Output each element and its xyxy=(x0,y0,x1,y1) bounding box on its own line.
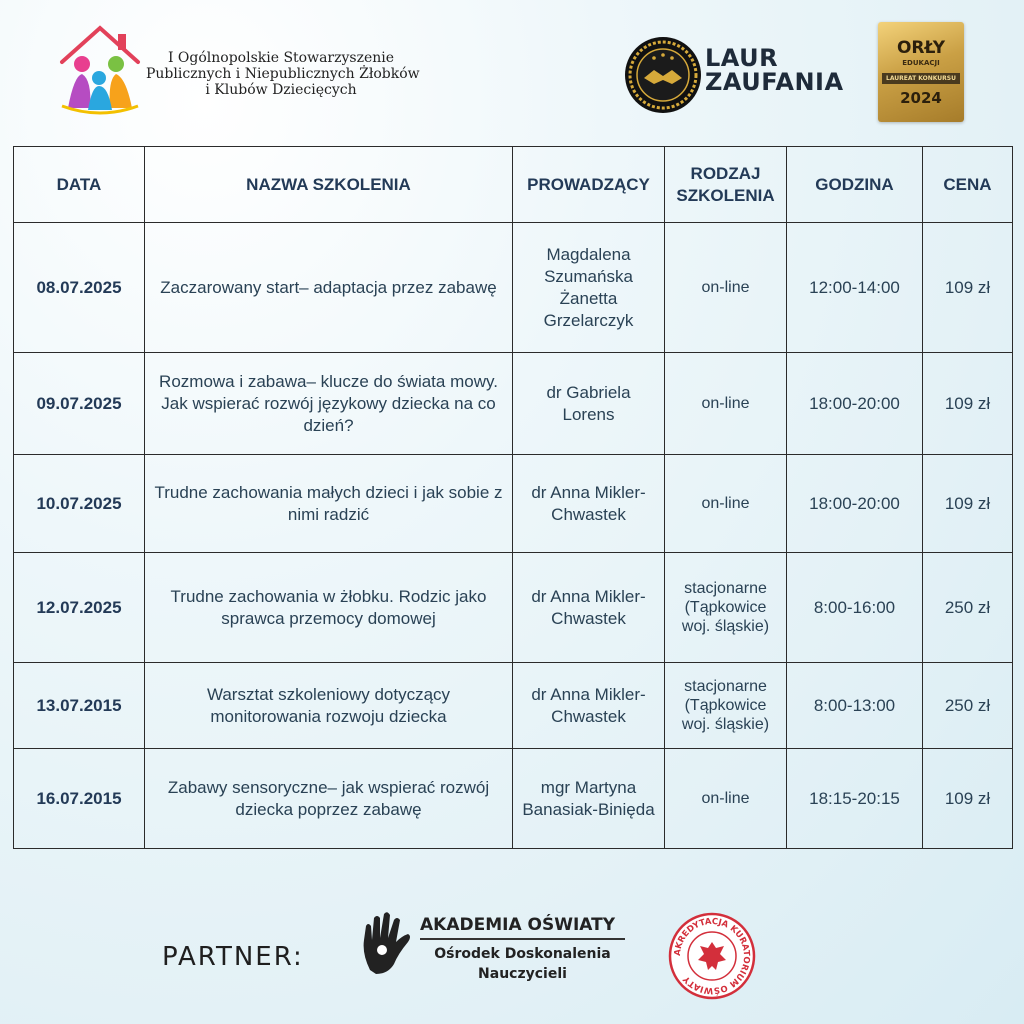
orly-strip: LAUREAT KONKURSU xyxy=(882,73,960,84)
training-schedule-table xyxy=(13,146,1013,849)
row-title: Trudne zachowania małych dzieci i jak sobie z nimi radzić xyxy=(145,455,513,553)
column-header-title: NAZWA SZKOLENIA xyxy=(145,147,513,223)
column-header-price: CENA xyxy=(923,147,1013,223)
column-header-trainer: PROWADZĄCY xyxy=(513,147,665,223)
row-trainer: mgr Martyna Banasiak-Binięda xyxy=(513,749,665,849)
akademia-subtitle: Nauczycieli xyxy=(478,966,567,982)
row-time: 18:15-20:15 xyxy=(787,749,923,849)
table-row xyxy=(14,223,1013,353)
row-type: on-line xyxy=(665,223,787,353)
column-header-type: RODZAJ SZKOLENIA xyxy=(665,147,787,223)
row-price: 109 zł xyxy=(923,353,1013,455)
orly-subtitle: EDUKACJI xyxy=(902,59,940,67)
row-type: on-line xyxy=(665,353,787,455)
handshake-laurel-icon xyxy=(624,36,702,114)
table-row xyxy=(14,749,1013,849)
row-date: 09.07.2025 xyxy=(14,353,145,455)
org-name-line: I Ogólnopolskie Stowarzyszenie xyxy=(167,50,395,66)
row-time: 18:00-20:00 xyxy=(787,353,923,455)
row-title: Zabawy sensoryczne– jak wspierać rozwój dziecka poprzez zabawę xyxy=(145,749,513,849)
row-trainer: dr Anna Mikler-Chwastek xyxy=(513,553,665,663)
orly-title: ORŁY xyxy=(896,38,946,58)
row-title: Zaczarowany start– adaptacja przez zabawę xyxy=(145,223,513,353)
org-name xyxy=(146,50,420,98)
row-date: 12.07.2025 xyxy=(14,553,145,663)
table-row xyxy=(14,455,1013,553)
eagle-stamp-icon xyxy=(668,912,756,1000)
orly-edukacji-badge xyxy=(878,22,964,122)
row-time: 18:00-20:00 xyxy=(787,455,923,553)
laur-line: LAUR xyxy=(705,44,779,72)
row-time: 8:00-13:00 xyxy=(787,663,923,749)
column-header-date: DATA xyxy=(14,147,145,223)
row-trainer: Magdalena Szumańska Żanetta Grzelarczyk xyxy=(513,223,665,353)
row-price: 250 zł xyxy=(923,663,1013,749)
row-date: 10.07.2025 xyxy=(14,455,145,553)
row-type: on-line xyxy=(665,455,787,553)
row-date: 16.07.2015 xyxy=(14,749,145,849)
laur-line: ZAUFANIA xyxy=(705,68,844,96)
row-type: stacjonarne (Tąpkowice woj. śląskie) xyxy=(665,663,787,749)
row-trainer: dr Anna Mikler-Chwastek xyxy=(513,663,665,749)
house-family-logo xyxy=(52,20,148,116)
laur-zaufania-text xyxy=(705,46,844,94)
partner-label: PARTNER: xyxy=(162,942,304,972)
table-row xyxy=(14,663,1013,749)
row-price: 109 zł xyxy=(923,223,1013,353)
org-name-line: i Klubów Dziecięcych xyxy=(205,82,357,98)
orly-year: 2024 xyxy=(900,89,942,107)
row-date: 08.07.2025 xyxy=(14,223,145,353)
row-time: 8:00-16:00 xyxy=(787,553,923,663)
row-trainer: dr Gabriela Lorens xyxy=(513,353,665,455)
row-time: 12:00-14:00 xyxy=(787,223,923,353)
row-price: 109 zł xyxy=(923,455,1013,553)
hand-icon xyxy=(356,910,414,976)
table-row xyxy=(14,553,1013,663)
table-header-row xyxy=(14,147,1013,223)
row-date: 13.07.2015 xyxy=(14,663,145,749)
row-type: on-line xyxy=(665,749,787,849)
row-title: Warsztat szkoleniowy dotyczący monitorowania rozwoju dziecka xyxy=(145,663,513,749)
row-price: 109 zł xyxy=(923,749,1013,849)
row-title: Trudne zachowania w żłobku. Rodzic jako sprawca przemocy domowej xyxy=(145,553,513,663)
table-row xyxy=(14,353,1013,455)
akademia-title: AKADEMIA OŚWIATY xyxy=(420,915,625,940)
row-price: 250 zł xyxy=(923,553,1013,663)
row-trainer: dr Anna Mikler-Chwastek xyxy=(513,455,665,553)
column-header-time: GODZINA xyxy=(787,147,923,223)
row-type: stacjonarne (Tąpkowice woj. śląskie) xyxy=(665,553,787,663)
header xyxy=(0,0,1024,140)
org-name-line: Publicznych i Niepublicznych Żłobków xyxy=(146,66,420,82)
row-title: Rozmowa i zabawa– klucze do świata mowy. Jak wspierać rozwój językowy dziecka na co dzień? xyxy=(145,353,513,455)
akademia-subtitle: Ośrodek Doskonalenia xyxy=(434,946,611,962)
stamp-text: AKREDYTACJA KURATORIUM OŚWIATY xyxy=(672,916,752,996)
